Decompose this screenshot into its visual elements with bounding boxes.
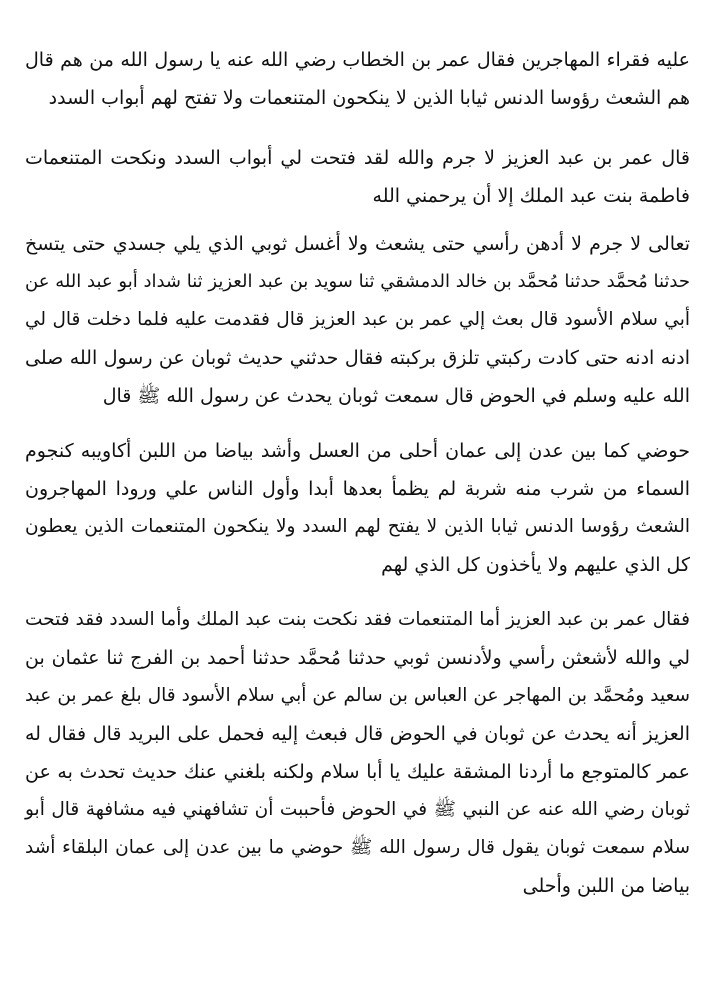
text-line: عمر كالمتوجع ما أردنا المشقة عليك يا أبا سلام ولكنه بلغني عنك حديث تحدث به عن (25, 761, 690, 783)
text-line: فقال عمر بن عبد العزيز أما المتنعمات فقد نكحت بنت عبد الملك وأما السدد فقد فتحت (25, 609, 690, 630)
text-line: الله عليه وسلم في الحوض قال سمعت ثوبان يحدث عن رسول الله ﷺ قال (102, 385, 690, 407)
text-line: ادنه ادنه حتى كادت ركبتي تلزق بركبته فقال حدثني حديث ثوبان عن رسول الله صلى (25, 347, 690, 369)
text-line: سلام سمعت ثوبان يقول قال رسول الله ﷺ حوضي ما بين عدن إلى عمان البلقاء أشد (25, 837, 690, 858)
paragraph-2 (25, 139, 690, 215)
text-line: حدثنا مُحمَّد حدثنا مُحمَّد بن خالد الدمشقي ثنا سويد بن عبد العزيز ثنا شداد أبو عبد الله عن (25, 271, 690, 292)
text-line: هم الشعث رؤوسا الدنس ثيابا الذين لا ينكحون المتنعمات ولا تفتح لهم أبواب السدد (48, 87, 690, 109)
paragraph-1 (25, 41, 690, 117)
text-line: بياضا من اللبن وأحلى (522, 875, 690, 897)
text-line: لي والله لأشعثن رأسي ولأدنسن ثوبي حدثنا مُحمَّد حدثنا أحمد بن الفرج ثنا عثمان بن (25, 647, 690, 669)
text-line: عليه فقراء المهاجرين فقال عمر بن الخطاب رضي الله عنه يا رسول الله من هم قال (25, 49, 690, 71)
text-line: السماء من شرب منه شربة لم يظمأ بعدها أبدا وأول الناس علي ورودا المهاجرون (25, 478, 690, 500)
text-line: العزيز أنه يحدث عن ثوبان في الحوض قال فبعث إليه فحمل على البريد قال فقال له (25, 723, 690, 745)
text-line: ثوبان رضي الله عنه عن النبي ﷺ في الحوض فأحببت أن تشافهني فيه مشافهة قال أبو (25, 799, 690, 820)
text-line: أبي سلام الأسود قال بعث إلي عمر بن عبد العزيز قال فقدمت عليه فلما دخلت قال لي (25, 309, 690, 330)
text-line: تعالى لا جرم لا أدهن رأسي حتى يشعث ولا أغسل ثوبي الذي يلي جسدي حتى يتسخ (25, 233, 690, 255)
text-line: حوضي كما بين عدن إلى عمان أحلى من العسل وأشد بياضا من اللبن أكاويبه كنجوم (25, 440, 690, 462)
text-line: الشعث رؤوسا الدنس ثيابا الذين لا يفتح لهم السدد ولا ينكحون المتنعمات الذين يعطون (25, 516, 690, 537)
paragraph-4 (25, 432, 690, 584)
paragraph-3 (25, 225, 690, 415)
text-line: فاطمة بنت عبد الملك إلا أن يرحمني الله (372, 185, 690, 207)
text-line: قال عمر بن عبد العزيز لا جرم والله لقد فتحت لي أبواب السدد ونكحت المتنعمات (25, 147, 690, 169)
paragraph-5 (25, 601, 690, 905)
text-line: سعيد ومُحمَّد بن المهاجر عن العباس بن سالم عن أبي سلام الأسود قال بلغ عمر بن عبد (25, 685, 690, 706)
text-line: كل الذي عليهم ولا يأخذون كل الذي لهم (381, 554, 690, 576)
